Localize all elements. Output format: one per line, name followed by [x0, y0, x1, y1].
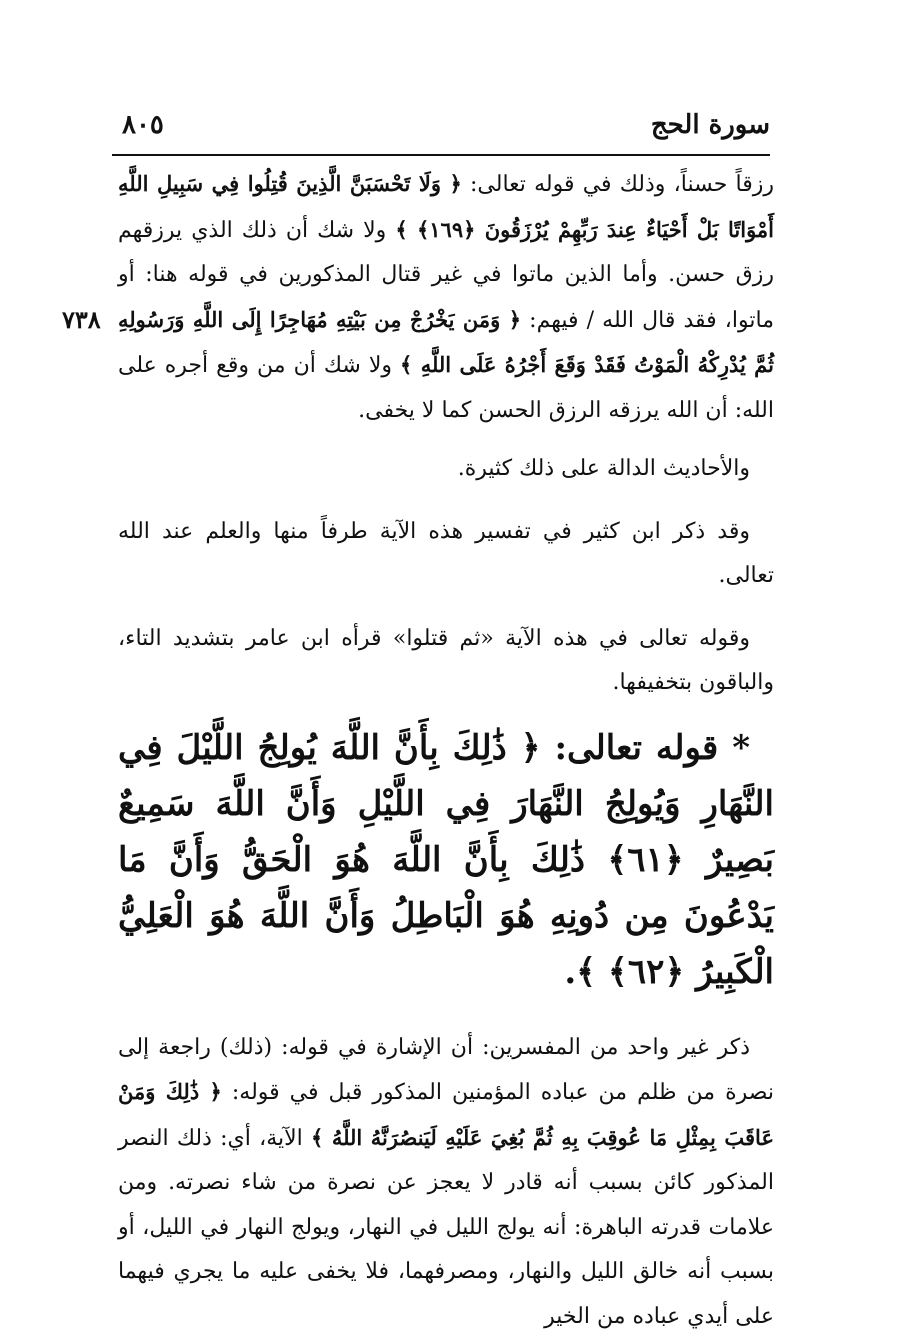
header-divider: [112, 154, 770, 156]
paragraph-1-lead: رزقاً حسناً، وذلك في قوله تعالى:: [462, 172, 774, 197]
quran-verse-2: ﴿ وَمَن يَخْرُجْ مِن بَيْتِهِ مُهَاجِرًا إِلَى اللَّهِ وَرَسُولِهِ ثُمَّ يُدْرِكْهُ الْمَوْتُ فَقَدْ وَقَعَ أَجْرُهُ عَلَى اللَّهِ ﴾: [118, 307, 774, 378]
ayah-heading-label: قوله تعالى:: [541, 728, 719, 768]
quran-verse-4: ﴿ ذَٰلِكَ وَمَنْ عَاقَبَ بِمِثْلِ مَا عُوقِبَ بِهِ ثُمَّ بُغِيَ عَلَيْهِ لَيَنصُرَنَّهُ اللَّهُ ﴾: [118, 1079, 774, 1150]
paragraph-3: وقد ذكر ابن كثير في تفسير هذه الآية طرفاً منها والعلم عند الله تعالى.: [118, 510, 774, 599]
paragraph-6: [118, 1026, 774, 1339]
paragraph-2: والأحاديث الدالة على ذلك كثيرة.: [118, 447, 774, 492]
page-body: [118, 162, 774, 1339]
margin-page-marker: ٧٣٨: [62, 305, 101, 334]
paragraph-1-trail: ولا شك أن ذلك الذي يرزقهم رزق حسن. وأما الذين ماتوا في غير قتال المذكورين في قوله هنا: أو ماتوا، فقد قال الله / فيهم:: [118, 218, 774, 333]
ayah-heading-block: [118, 720, 774, 1000]
paragraph-4: وقوله تعالى في هذه الآية «ثم قتلوا» قرأه ابن عامر بتشديد التاء، والباقون بتخفيفها.: [118, 617, 774, 706]
surah-title: سورة الحج: [651, 110, 770, 140]
quran-verse-1: ﴿ وَلَا تَحْسَبَنَّ الَّذِينَ قُتِلُوا فِي سَبِيلِ اللَّهِ أَمْوَاتًا بَلْ أَحْيَاءٌ عِندَ رَبِّهِمْ يُرْزَقُونَ ﴿١٦٩﴾ ﴾: [118, 171, 774, 242]
page-number: ٨٠٥: [122, 110, 164, 140]
star-marker: *: [732, 728, 750, 768]
paragraph-6-lead: ذكر غير واحد من المفسرين: أن الإشارة في قوله: (ذلك) راجعة إلى نصرة من ظلم من عباده المؤمنين المذكور قبل في قوله:: [118, 1035, 774, 1106]
quran-verse-3: ﴿ ذَٰلِكَ بِأَنَّ اللَّهَ يُولِجُ اللَّيْلَ فِي النَّهَارِ وَيُولِجُ النَّهَارَ فِي اللَّيْلِ وَأَنَّ اللَّهَ سَمِيعٌ بَصِيرٌ ﴿٦١﴾ ذَٰلِكَ بِأَنَّ اللَّهَ هُوَ الْحَقُّ وَأَنَّ مَا يَدْعُونَ مِن دُونِهِ هُوَ الْبَاطِلُ وَأَنَّ اللَّهَ هُوَ الْعَلِيُّ الْكَبِيرُ ﴿٦٢﴾ ﴾: [118, 728, 774, 992]
paragraph-6-trail: الآية، أي: ذلك النصر المذكور كائن بسبب أنه قادر لا يعجز عن نصرة من شاء نصرته. ومن علامات قدرته الباهرة: أنه يولج الليل في النهار، ويولج النهار في الليل، أو بسبب أنه خالق الليل والنهار، ومصرفهما، فلا يخفى عليه ما يجري فيهما على أيدي عباده من الخير: [118, 1126, 774, 1329]
ayah-end-dot: .: [564, 952, 576, 992]
paragraph-1: [118, 162, 774, 433]
page-header: [112, 108, 770, 152]
paragraph-1-trail-2: ولا شك أن من وقع أجره على الله: أن الله يرزقه الرزق الحسن كما لا يخفى.: [118, 353, 774, 423]
